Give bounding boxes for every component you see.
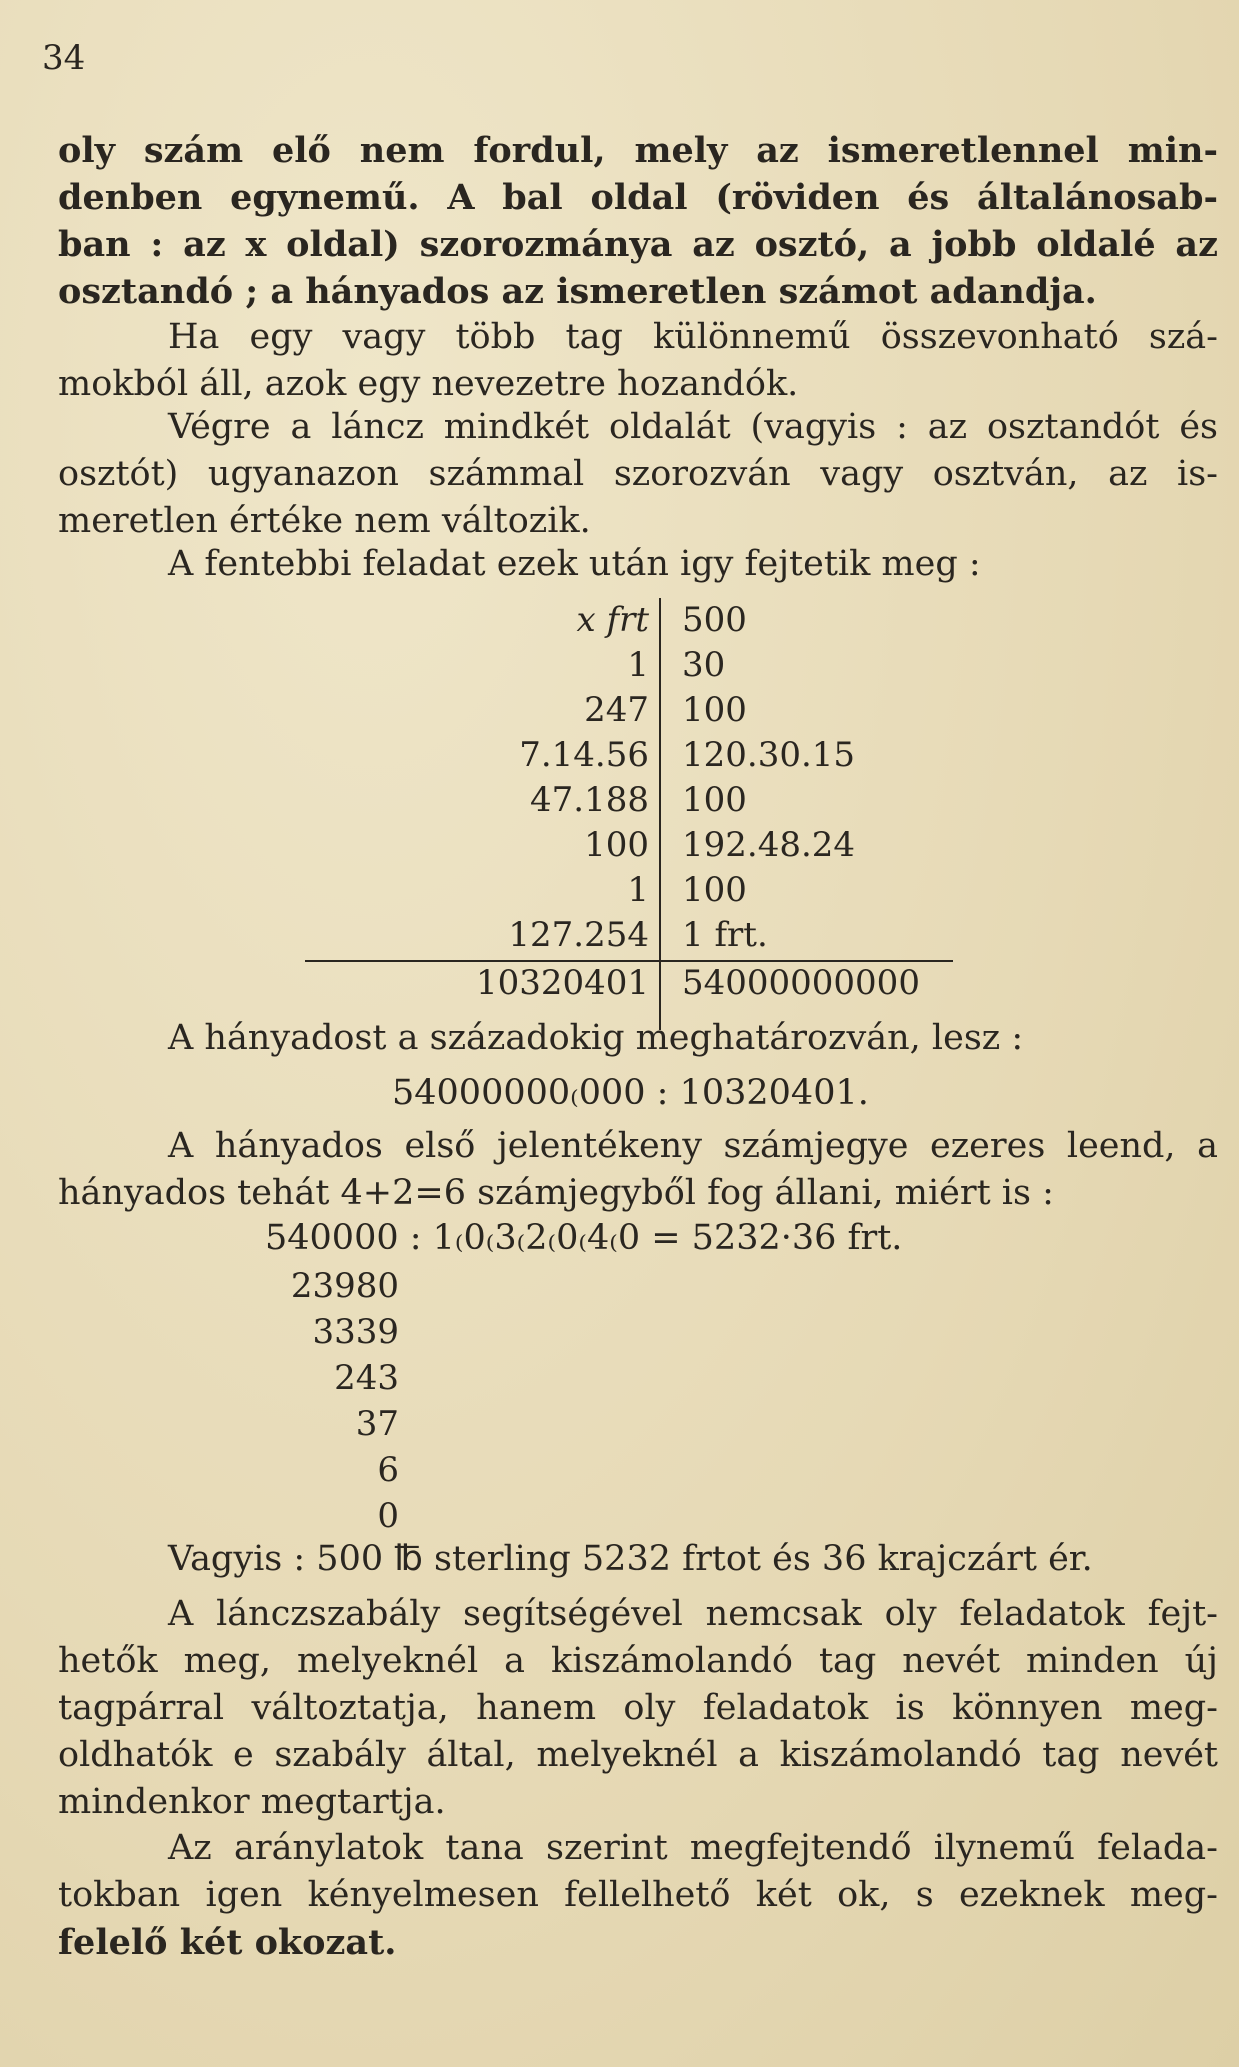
paragraph-2 bbox=[58, 314, 1218, 408]
chain-total-rule bbox=[305, 960, 953, 962]
chain-left-cell: 127.254 bbox=[508, 915, 649, 955]
text-line: A fentebbi feladat ezek után igy fejtetik meg : bbox=[168, 544, 981, 584]
long-division-remainders bbox=[291, 1263, 399, 1539]
chain-left-cell: 1 bbox=[627, 870, 649, 910]
text-line: denben egynemű. A bal oldal (röviden és általánosab- bbox=[58, 177, 1218, 218]
remainder-value: 6 bbox=[377, 1450, 399, 1490]
text-line: A hányados első jelentékeny számjegye ezeres leend, a bbox=[168, 1126, 1218, 1166]
paragraph-8 bbox=[58, 1591, 1218, 1826]
remainder-value: 3339 bbox=[312, 1312, 399, 1352]
page-number: 34 bbox=[42, 38, 86, 78]
text-line: A hányadost a századokig meghatározván, lesz : bbox=[168, 1018, 1024, 1058]
text-line: osztót) ugyanazon számmal szorozván vagy osztván, az is- bbox=[58, 454, 1218, 494]
chain-left-cell: 47.188 bbox=[530, 780, 649, 820]
chain-left-cell: 7.14.56 bbox=[519, 735, 649, 775]
chain-right-cell: 192.48.24 bbox=[682, 825, 856, 865]
remainder-value: 243 bbox=[334, 1358, 399, 1398]
chain-right-column bbox=[682, 598, 855, 958]
text-line: oldhatók e szabály által, melyeknél a kiszámolandó tag nevét bbox=[58, 1735, 1218, 1775]
chain-left-cell: x frt bbox=[576, 600, 649, 640]
text-line: ban : az x oldal) szorozmánya az osztó, a jobb oldalé az bbox=[58, 224, 1218, 265]
chain-total-left: 10320401 bbox=[475, 963, 649, 1003]
text-line: felelő két okozat. bbox=[58, 1922, 397, 1963]
remainder-value: 37 bbox=[355, 1404, 399, 1444]
remainder-value: 0 bbox=[377, 1496, 399, 1536]
long-division-line: 540000 : 1₍0₍3₍2₍0₍4₍0 = 5232·36 frt. bbox=[265, 1218, 903, 1258]
chain-right-cell: 120.30.15 bbox=[682, 735, 856, 775]
text-line: Vagyis : 500 ℔ sterling 5232 frtot és 36 krajczárt ér. bbox=[168, 1539, 1093, 1579]
chain-left-column bbox=[508, 598, 649, 958]
chain-right-cell: 1 frt. bbox=[682, 915, 768, 955]
text-line: oly szám elő nem fordul, mely az ismeretlennel min- bbox=[58, 130, 1218, 171]
paragraph-4 bbox=[58, 541, 1218, 588]
text-line: A lánczszabály segítségével nemcsak oly feladatok fejt- bbox=[168, 1594, 1218, 1634]
paragraph-7 bbox=[58, 1536, 1218, 1583]
chain-left-cell: 1 bbox=[627, 645, 649, 685]
division-statement: 54000000₍000 : 10320401. bbox=[392, 1073, 869, 1113]
text-line: osztandó ; a hányados az ismeretlen számot adandja. bbox=[58, 271, 1097, 312]
chain-total-right: 54000000000 bbox=[682, 963, 920, 1003]
text-line: hányados tehát 4+2=6 számjegyből fog állani, miért is : bbox=[58, 1173, 1054, 1213]
paragraph-3 bbox=[58, 404, 1218, 545]
chain-left-cell: 247 bbox=[584, 690, 649, 730]
text-line: hetők meg, melyeknél a kiszámolandó tag nevét minden új bbox=[58, 1641, 1218, 1681]
paragraph-1 bbox=[58, 127, 1218, 315]
remainder-value: 23980 bbox=[290, 1266, 399, 1306]
chain-right-cell: 100 bbox=[682, 780, 747, 820]
paragraph-9 bbox=[58, 1825, 1218, 1966]
text-line: Ha egy vagy több tag különnemű összevonható szá- bbox=[168, 317, 1218, 357]
text-line: Az aránylatok tana szerint megfejtendő ilynemű felada- bbox=[168, 1828, 1218, 1868]
chain-left-cell: 100 bbox=[584, 825, 649, 865]
text-line: meretlen értéke nem változik. bbox=[58, 501, 591, 541]
chain-right-cell: 500 bbox=[682, 600, 747, 640]
text-line: tagpárral változtatja, hanem oly feladatok is könnyen meg- bbox=[58, 1688, 1218, 1728]
chain-right-cell: 100 bbox=[682, 690, 747, 730]
text-line: mindenkor megtartja. bbox=[58, 1782, 446, 1822]
paragraph-6 bbox=[58, 1123, 1218, 1217]
text-line: Végre a láncz mindkét oldalát (vagyis : az osztandót és bbox=[168, 407, 1218, 447]
text-line: mokból áll, azok egy nevezetre hozandók. bbox=[58, 364, 799, 404]
paragraph-5 bbox=[58, 1015, 1218, 1062]
chain-right-cell: 100 bbox=[682, 870, 747, 910]
chain-right-cell: 30 bbox=[682, 645, 726, 685]
text-line: tokban igen kényelmesen fellelhető két ok, s ezeknek meg- bbox=[58, 1875, 1218, 1915]
chain-divider bbox=[659, 598, 661, 1030]
